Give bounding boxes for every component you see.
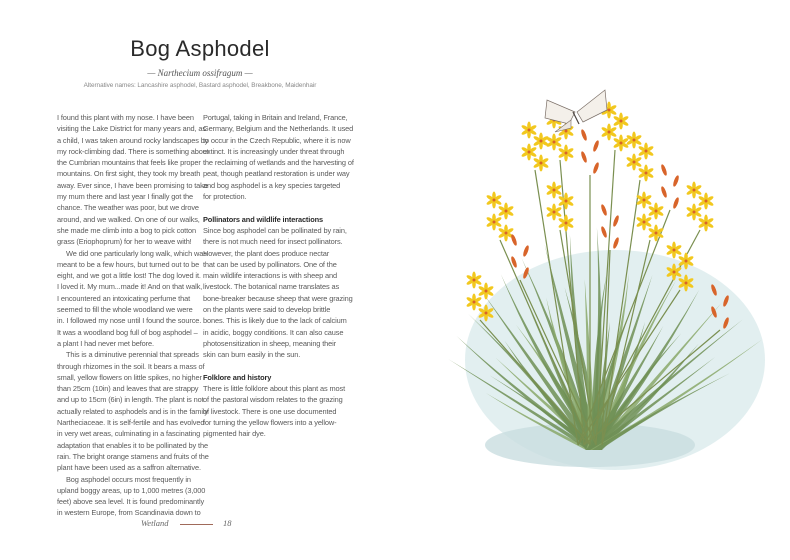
flower bbox=[533, 133, 550, 150]
flower bbox=[613, 135, 630, 152]
text-line: a child, I was taken around rocky landscapes by bbox=[57, 135, 209, 145]
text-line: It was a woodland bog full of bog asphodel – bbox=[57, 327, 198, 337]
bog-asphodel-illustration bbox=[440, 60, 770, 490]
text-line: mountains. On first sight, they took my breath bbox=[57, 169, 201, 179]
text-line: on the plants were said to develop brittle bbox=[203, 305, 331, 315]
text-line: in very wet areas, culminating in a fascinating bbox=[57, 429, 201, 439]
text-line: livestock. The botanical name translates as bbox=[203, 282, 340, 292]
seed-pod bbox=[660, 164, 668, 177]
text-line: I encountered an intoxicating perfume that bbox=[57, 293, 191, 303]
text-line: feet) above sea level. It is found predominantly bbox=[57, 497, 205, 507]
text-line: for protection. bbox=[203, 192, 247, 202]
text-line: plant have been used as a saffron alternative. bbox=[57, 463, 201, 473]
page-title: Bog Asphodel bbox=[130, 36, 270, 61]
text-line: seemed to fill the whole woodland we were bbox=[57, 305, 193, 315]
seed-pod bbox=[612, 237, 620, 250]
seed-pod bbox=[600, 204, 608, 217]
text-line: that can be used by pollinators. One of the bbox=[203, 259, 337, 269]
text-line: grass (Eriophoprum) for her to weave with! bbox=[57, 237, 192, 247]
text-line: than 25cm (10in) and leaves that are strappy bbox=[57, 384, 199, 394]
left-column bbox=[57, 112, 209, 519]
flower bbox=[638, 143, 655, 160]
flower bbox=[498, 203, 515, 220]
text-line: around, and we walked. On one of our walks, bbox=[57, 214, 200, 224]
latin-name: — Narthecium ossifragum — bbox=[147, 68, 253, 78]
text-line: in acidic, boggy conditions. It can also cause bbox=[203, 327, 344, 337]
flower bbox=[601, 124, 618, 141]
text-line: there is not much need for insect pollinators. bbox=[203, 237, 343, 247]
folklore-heading: Folklore and history bbox=[203, 372, 272, 382]
text-line: and up to 15cm (6in) in length. The plant is not bbox=[57, 395, 204, 405]
text-line: actually related to asphodels and is in the family bbox=[57, 406, 208, 416]
flower bbox=[466, 294, 483, 311]
text-line: chance. The weather was poor, but we drove bbox=[57, 203, 199, 213]
text-line: eight, and we got a little lost! The dog loved it. bbox=[57, 271, 201, 281]
flower bbox=[486, 214, 503, 231]
text-line: I loved it. My mum...made it! And on that walk, bbox=[57, 282, 203, 292]
text-line: she made me climb into a bog to pick cotton bbox=[57, 225, 197, 235]
flower bbox=[686, 182, 703, 199]
flower bbox=[648, 203, 665, 220]
text-line: and bog asphodel is a key species targeted bbox=[203, 180, 341, 190]
text-line: bones. This is likely due to the lack of calcium bbox=[203, 316, 347, 326]
seed-pod bbox=[660, 186, 668, 199]
text-line: a plant I had never met before. bbox=[57, 338, 154, 348]
middle-column bbox=[203, 112, 354, 440]
text-line: in western Europe, from Scandinavia down to bbox=[57, 508, 201, 518]
text-line: Nartheciaceae. It is self-fertile and has evolved bbox=[57, 418, 205, 428]
text-line: in. I followed my nose until I found the source. bbox=[57, 316, 202, 326]
seed-pod bbox=[600, 226, 608, 239]
text-line: main wildlife interactions is with sheep and bbox=[203, 271, 337, 281]
text-line: of livestock. There is one use documented bbox=[203, 406, 337, 416]
text-line: through rhizomes in the soil. It bears a mass of bbox=[57, 361, 205, 371]
flower bbox=[466, 272, 483, 289]
text-line: I found this plant with my nose. I have been bbox=[57, 113, 194, 122]
alternative-names: Alternative names: Lancashire asphodel, Bastard asphodel, Breakbone, Maidenhair bbox=[83, 82, 317, 89]
flower bbox=[636, 214, 653, 231]
text-line: away. Ever since, I have been promising to take bbox=[57, 180, 208, 190]
text-line: upland boggy areas, up to 1,000 metres (3,000 bbox=[57, 485, 206, 495]
text-line: peat, though peatland restoration is under way bbox=[203, 169, 350, 179]
flower bbox=[521, 144, 538, 161]
flower bbox=[558, 215, 575, 232]
flower bbox=[546, 204, 563, 221]
text-line: adaptation that enables it to be pollinated by the bbox=[57, 440, 208, 450]
text-line: bone-breaker because sheep that were grazing bbox=[203, 293, 353, 303]
text-line: Since bog asphodel can be pollinated by rain, bbox=[203, 225, 347, 235]
text-line: Bog asphodel occurs most frequently in bbox=[66, 474, 191, 484]
flower bbox=[666, 242, 683, 259]
seed-pod bbox=[580, 129, 588, 142]
footer-rule bbox=[180, 524, 213, 525]
pollinators-heading: Pollinators and wildlife interactions bbox=[203, 214, 323, 224]
text-line: my mum there and last year I finally got the bbox=[57, 192, 194, 202]
seed-pod bbox=[612, 215, 620, 228]
flower bbox=[698, 193, 715, 210]
seed-pod bbox=[522, 245, 530, 258]
text-line: This is a diminutive perennial that spreads bbox=[66, 350, 199, 360]
flower bbox=[478, 283, 495, 300]
flower bbox=[698, 215, 715, 232]
flower bbox=[546, 134, 563, 151]
text-line: for turning the yellow flowers into a yellow- bbox=[203, 418, 337, 428]
text-line: Portugal, taking in Britain and Ireland, France, bbox=[203, 113, 348, 122]
text-line: visiting the Lake District for many years and, as bbox=[57, 124, 206, 134]
seed-pod bbox=[672, 197, 680, 210]
text-line: small, yellow flowers on little spikes, no higher bbox=[57, 372, 202, 382]
text-line: meant to be a few hours, but turned out to be bbox=[57, 259, 200, 269]
text-line: skin can burn easily in the sun. bbox=[203, 350, 301, 360]
flower bbox=[521, 122, 538, 139]
text-line: There is little folklore about this plant as most bbox=[203, 384, 346, 394]
flower bbox=[533, 155, 550, 172]
text-line: We did one particularly long walk, which was bbox=[66, 248, 207, 258]
seed-pod bbox=[672, 175, 680, 188]
text-line: photosensitization in sheep, meaning their bbox=[203, 338, 337, 348]
flower bbox=[613, 113, 630, 130]
flower bbox=[626, 132, 643, 149]
flower bbox=[558, 193, 575, 210]
flower bbox=[626, 154, 643, 171]
page-number: 18 bbox=[223, 518, 232, 528]
flower bbox=[648, 225, 665, 242]
flower bbox=[638, 165, 655, 182]
text-line: Germany, Belgium and the Netherlands. It used bbox=[203, 124, 354, 134]
text-line: the reclaiming of wetlands and the harvesting of bbox=[203, 158, 354, 168]
text-line: pigmented hair dye. bbox=[203, 429, 266, 439]
flower bbox=[486, 192, 503, 209]
text-line: of the pastoral wisdom relates to the grazing bbox=[203, 395, 343, 405]
text-line: my rock-climbing dad. There is something about bbox=[57, 146, 209, 156]
flower bbox=[686, 204, 703, 221]
text-line: rain. The bright orange stamens and fruits of the bbox=[57, 451, 209, 461]
text-line: However, the plant does produce nectar bbox=[203, 248, 330, 258]
seed-pod bbox=[592, 140, 600, 153]
section-name: Wetland bbox=[141, 518, 169, 528]
seed-pod bbox=[592, 162, 600, 175]
flower bbox=[558, 145, 575, 162]
seed-pod bbox=[580, 151, 588, 164]
flower bbox=[546, 182, 563, 199]
text-line: the Cumbrian mountains that feels like proper bbox=[57, 158, 201, 168]
text-line: extinct. It is increasingly under threat through bbox=[203, 146, 345, 156]
text-line: to occur in the Czech Republic, where it is now bbox=[203, 135, 351, 145]
